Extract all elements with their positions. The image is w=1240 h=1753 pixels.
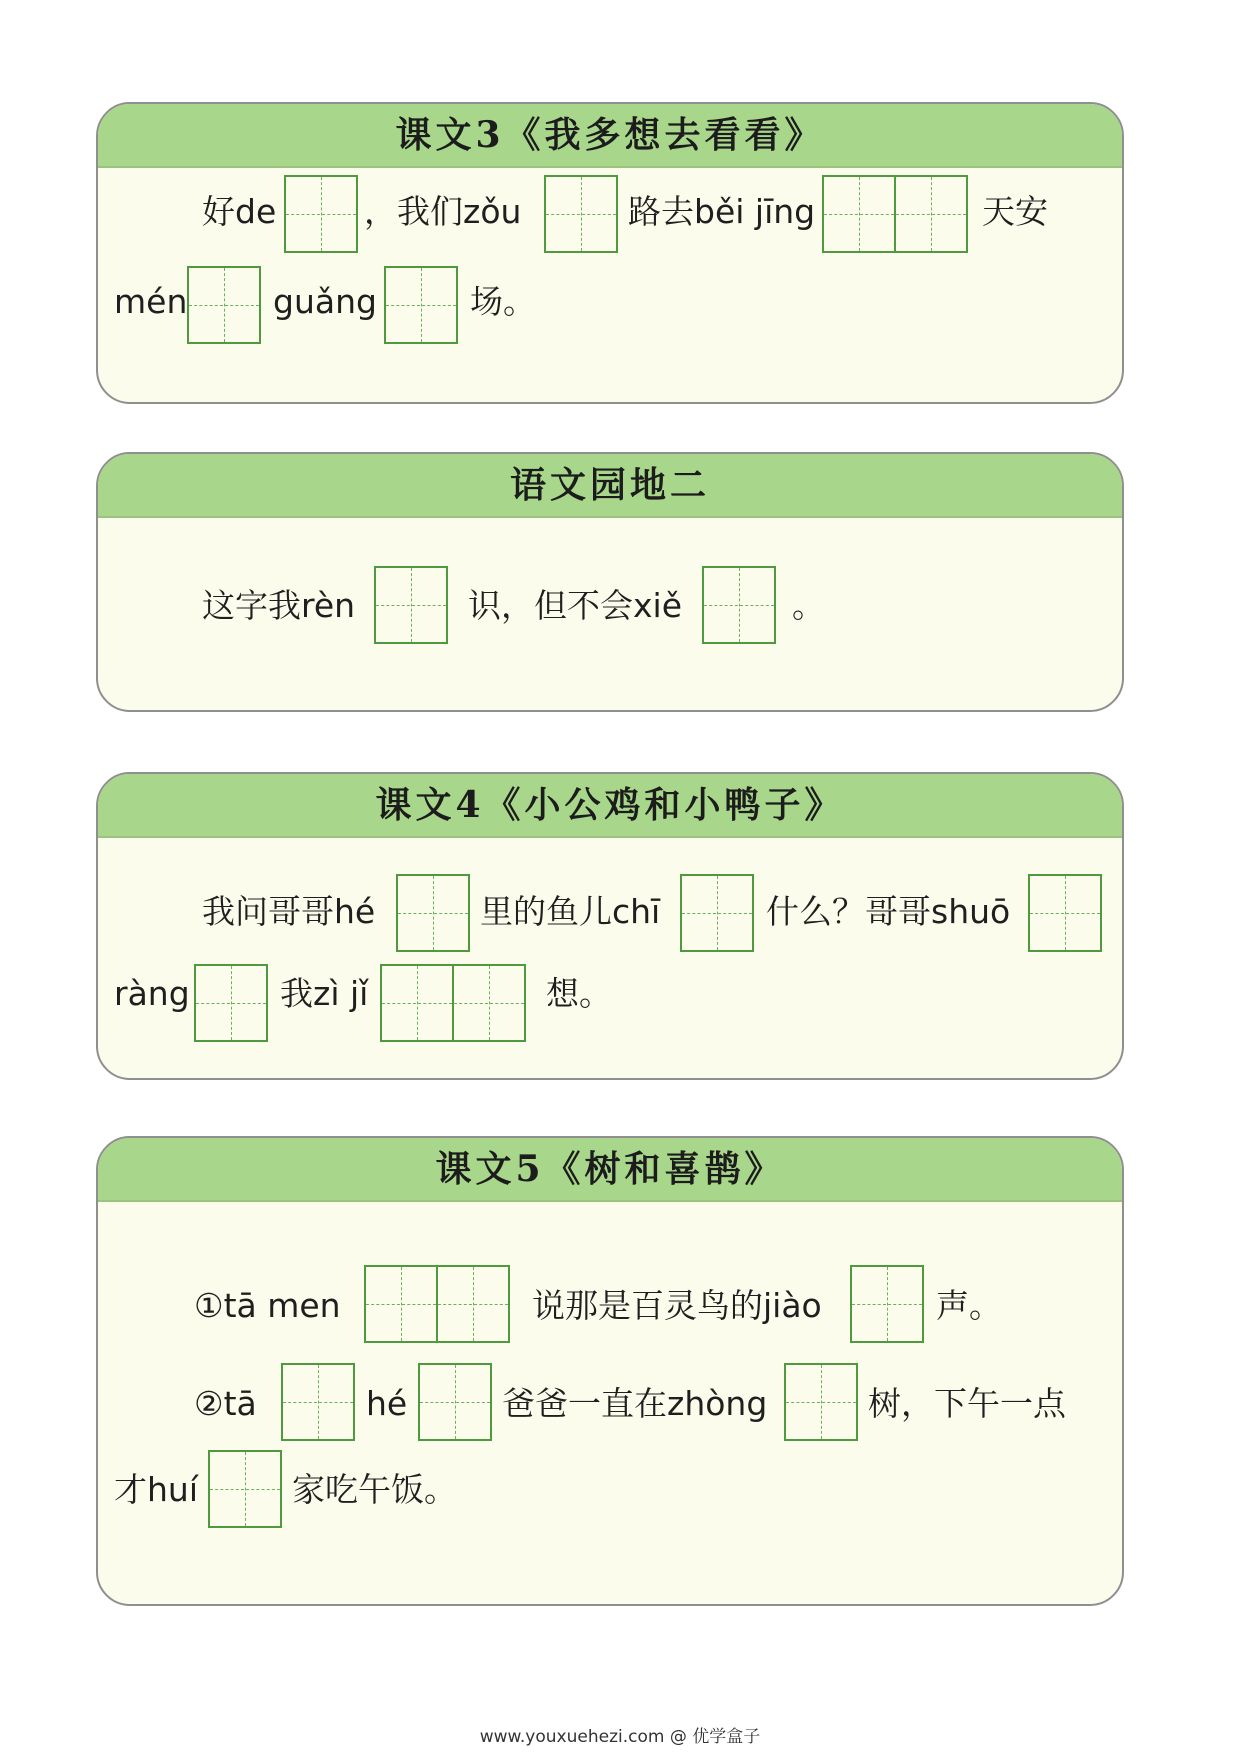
text-segment: guǎng: [273, 282, 377, 321]
text-segment: 我zì jǐ: [280, 974, 369, 1013]
section-card-chinese-garden-2: [96, 452, 1124, 712]
text-segment: 什么？哥哥shuō: [766, 892, 1011, 931]
text-segment: 这字我rèn: [202, 586, 356, 625]
answer-box[interactable]: [364, 1265, 438, 1343]
text-segment: mén: [114, 282, 188, 321]
answer-box[interactable]: [702, 566, 776, 644]
footer-source: www.youxuehezi.com @ 优学盒子: [479, 1727, 761, 1747]
text-segment: 路去běi jīng: [628, 192, 816, 231]
text-segment: 。: [792, 586, 825, 625]
answer-box[interactable]: [380, 964, 454, 1042]
text-segment: 家吃午饭。: [292, 1470, 457, 1509]
answer-box[interactable]: [284, 175, 358, 253]
text-segment: 天安: [982, 192, 1048, 231]
text-segment: 我问哥哥hé: [202, 892, 376, 931]
text-segment: ②tā: [194, 1384, 257, 1423]
answer-box[interactable]: [544, 175, 618, 253]
section-title: 语文园地二: [509, 464, 710, 506]
answer-box[interactable]: [281, 1363, 355, 1441]
section-title: 课文5《树和喜鹊》: [435, 1148, 785, 1190]
answer-box[interactable]: [194, 964, 268, 1042]
section-title: 课文3《我多想去看看》: [395, 114, 825, 156]
text-segment: 里的鱼儿chī: [480, 892, 661, 931]
text-segment: 才huí: [114, 1470, 198, 1509]
section-card-lesson-4: [96, 772, 1124, 1080]
answer-box[interactable]: [418, 1363, 492, 1441]
answer-box[interactable]: [452, 964, 526, 1042]
answer-box[interactable]: [396, 874, 470, 952]
answer-box[interactable]: [680, 874, 754, 952]
section-title: 课文4《小公鸡和小鸭子》: [375, 784, 845, 826]
text-segment: ，我们zǒu: [364, 192, 522, 231]
answer-box[interactable]: [436, 1265, 510, 1343]
text-segment: 声。: [936, 1286, 1002, 1325]
text-segment: 好de: [202, 192, 277, 231]
text-segment: ràng: [114, 974, 190, 1013]
text-segment: 说那是百灵鸟的jiào: [532, 1286, 822, 1325]
section-card-lesson-5: [96, 1136, 1124, 1606]
answer-box[interactable]: [850, 1265, 924, 1343]
answer-box[interactable]: [384, 266, 458, 344]
text-segment: 爸爸一直在zhòng: [502, 1384, 768, 1423]
section-card-lesson-3: [96, 102, 1124, 404]
answer-box[interactable]: [894, 175, 968, 253]
answer-box[interactable]: [784, 1363, 858, 1441]
text-segment: 场。: [470, 282, 536, 321]
text-segment: 识，但不会xiě: [468, 586, 683, 625]
text-segment: 树，下午一点: [868, 1384, 1066, 1423]
text-segment: hé: [366, 1384, 408, 1423]
answer-box[interactable]: [822, 175, 896, 253]
text-segment: ①tā men: [194, 1286, 341, 1325]
answer-box[interactable]: [1028, 874, 1102, 952]
text-segment: 想。: [546, 974, 612, 1013]
answer-box[interactable]: [374, 566, 448, 644]
answer-box[interactable]: [187, 266, 261, 344]
answer-box[interactable]: [208, 1450, 282, 1528]
